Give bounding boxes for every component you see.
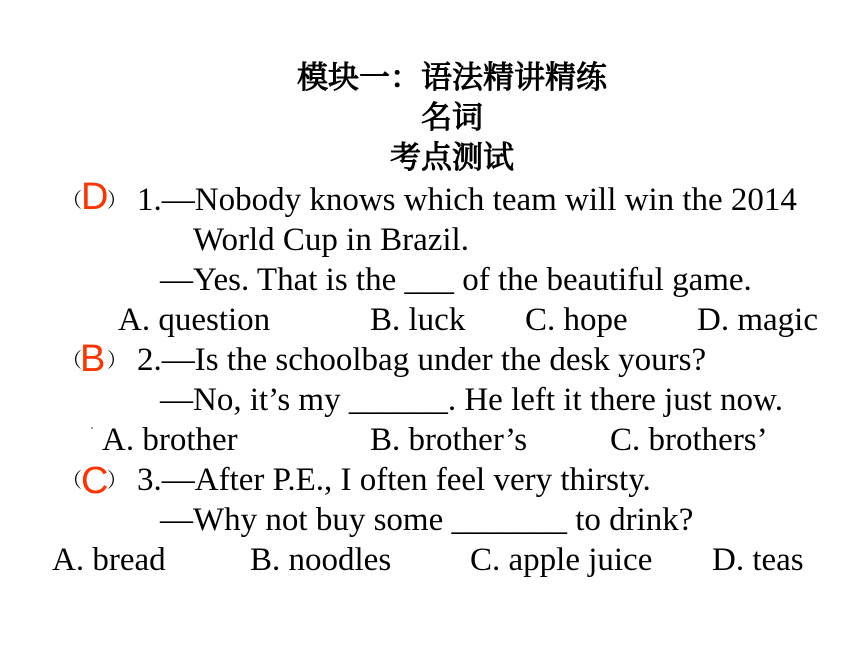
answer-paren-close: ） [107,348,127,372]
option-b: B. noodles [250,542,392,578]
option-d: D. magic [697,302,818,338]
option-d: D. teas [712,542,804,578]
option-c: C. apple juice [470,542,653,578]
option-b: B. luck [370,302,466,338]
question-line: —Why not buy some _______ to drink? [160,502,694,538]
answer-paren-open: （ [62,188,82,212]
module-title: 模块一：语法精讲精练 [297,60,607,96]
option-c: C. hope [525,302,628,338]
answer-letter: C [81,460,109,502]
option-b: B. brother’s [370,422,528,458]
answer-letter: D [81,176,109,218]
answer-letter: B [80,338,106,380]
question-line: —No, it’s my ______. He left it there just now. [160,382,783,418]
question-line: —Yes. That is the ___ of the beautiful game. [160,262,752,298]
option-a: A. question [118,302,271,338]
stray-mark [91,427,93,429]
option-a: A. bread [52,542,166,578]
option-a: A. brother [102,422,238,458]
section-title: 考点测试 [390,140,514,176]
question-line: 1.—Nobody knows which team will win the 2014 [137,182,797,218]
option-c: C. brothers’ [610,422,768,458]
question-line: World Cup in Brazil. [193,222,469,258]
question-line: 2.—Is the schoolbag under the desk yours? [137,342,707,378]
answer-paren-close: ） [107,188,127,212]
answer-paren-open: （ [62,348,82,372]
answer-paren-open: （ [62,468,82,492]
answer-paren-close: ） [107,468,127,492]
question-line: 3.—After P.E., I often feel very thirsty. [137,462,651,498]
topic-title: 名词 [421,100,483,136]
